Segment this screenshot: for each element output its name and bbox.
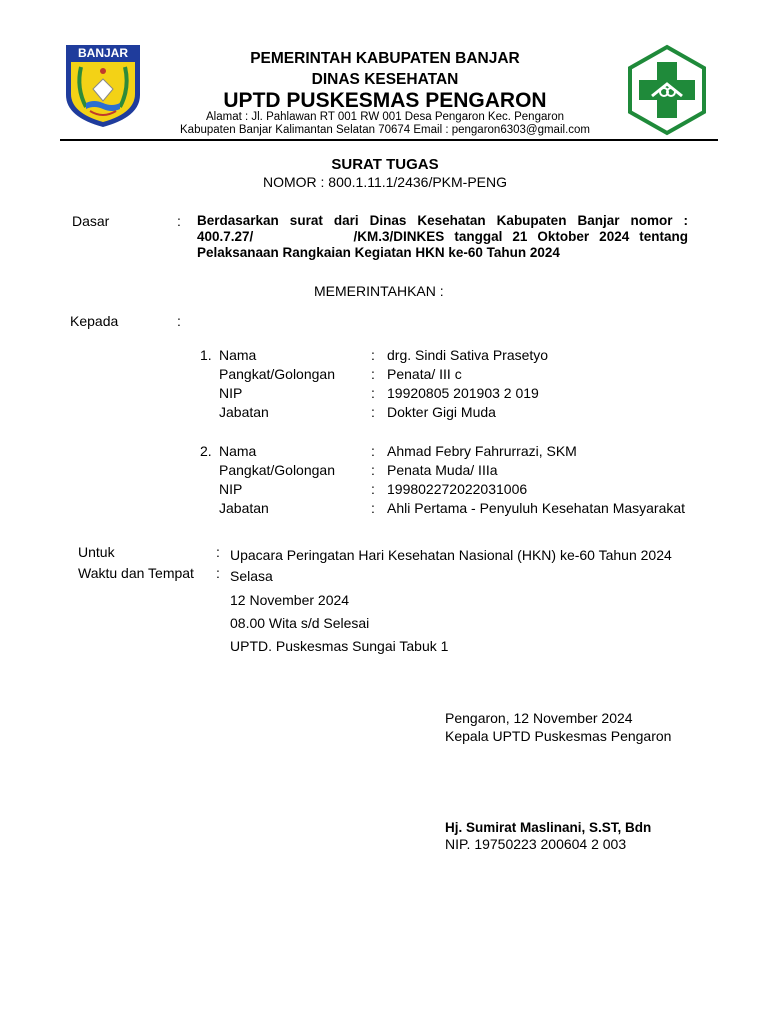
- person-2-number: 2.: [200, 443, 212, 459]
- person-1-nip-colon: :: [371, 385, 375, 401]
- untuk-label: Untuk: [78, 544, 115, 560]
- signatory-nip: NIP. 19750223 200604 2 003: [445, 836, 627, 852]
- person-1-nip-label: NIP: [219, 385, 243, 401]
- person-1-name-value: drg. Sindi Sativa Prasetyo: [387, 347, 549, 363]
- document-number: NOMOR : 800.1.11.1/2436/PKM-PENG: [262, 174, 508, 190]
- waktu-time: 08.00 Wita s/d Selesai: [230, 615, 370, 631]
- person-2-name-value: Ahmad Febry Fahrurrazi, SKM: [387, 443, 577, 459]
- closing-place-date: Pengaron, 12 November 2024: [445, 710, 633, 726]
- waktu-day: Selasa: [230, 568, 273, 584]
- signatory-name: Hj. Sumirat Maslinani, S.ST, Bdn: [445, 820, 652, 835]
- person-2-rank-value: Penata Muda/ IIIa: [387, 462, 498, 478]
- header-address-email: Kabupaten Banjar Kalimantan Selatan 70674 Email : pengaron6303@gmail.com: [180, 124, 590, 136]
- person-1-name-colon: :: [371, 347, 375, 363]
- person-1-number: 1.: [200, 347, 212, 363]
- person-2-nip-value: 199802272022031006: [387, 481, 528, 497]
- header-address: Alamat : Jl. Pahlawan RT 001 RW 001 Desa Pengaron Kec. Pengaron: [206, 111, 564, 123]
- dasar-line-2: 400.7.27/ /KM.3/DINKES tanggal 21 Oktober 2024 tentang: [197, 229, 688, 244]
- dasar-line-1: Berdasarkan surat dari Dinas Kesehatan Kabupaten Banjar nomor :: [197, 213, 688, 228]
- header-government: PEMERINTAH KABUPATEN BANJAR: [250, 50, 520, 67]
- dasar-text: [197, 213, 688, 261]
- person-2-position-label: Jabatan: [219, 500, 269, 516]
- waktu-place: UPTD. Puskesmas Sungai Tabuk 1: [230, 638, 449, 654]
- person-2-position-colon: :: [371, 500, 375, 516]
- dasar-line-3: Pelaksanaan Rangkaian Kegiatan HKN ke-60 Tahun 2024: [197, 245, 560, 260]
- person-2-nip-label: NIP: [219, 481, 243, 497]
- document-title: SURAT TUGAS: [331, 156, 439, 173]
- waktu-label: Waktu dan Tempat: [78, 565, 194, 581]
- person-2-rank-colon: :: [371, 462, 375, 478]
- person-2-rank-label: Pangkat/Golongan: [219, 462, 335, 478]
- waktu-colon: :: [216, 565, 220, 581]
- banjar-crest-logo: [64, 43, 142, 129]
- header-institution: UPTD PUSKESMAS PENGARON: [223, 89, 547, 112]
- person-2-nip-colon: :: [371, 481, 375, 497]
- person-2-name-label: Nama: [219, 443, 257, 459]
- dasar-colon: :: [177, 213, 181, 229]
- person-1-position-value: Dokter Gigi Muda: [387, 404, 496, 420]
- person-1-name-label: Nama: [219, 347, 257, 363]
- header-department: DINAS KESEHATAN: [311, 71, 459, 88]
- kepada-label: Kepada: [70, 313, 119, 329]
- person-1-rank-colon: :: [371, 366, 375, 382]
- person-1-position-colon: :: [371, 404, 375, 420]
- person-1-rank-value: Penata/ III c: [387, 366, 462, 382]
- untuk-value: Upacara Peringatan Hari Kesehatan Nasional (HKN) ke-60 Tahun 2024: [230, 547, 672, 563]
- person-2-position-value: Ahli Pertama - Penyuluh Kesehatan Masyarakat: [387, 500, 686, 516]
- person-1-position-label: Jabatan: [219, 404, 269, 420]
- closing-position: Kepala UPTD Puskesmas Pengaron: [445, 728, 672, 744]
- crest-label: BANJAR: [77, 46, 129, 60]
- kepada-colon: :: [177, 313, 181, 329]
- letterhead-divider: [60, 139, 718, 141]
- person-1-nip-value: 19920805 201903 2 019: [387, 385, 539, 401]
- person-2-name-colon: :: [371, 443, 375, 459]
- waktu-date: 12 November 2024: [230, 592, 350, 608]
- untuk-colon: :: [216, 544, 220, 560]
- memerintahkan-heading: MEMERINTAHKAN :: [314, 283, 444, 299]
- person-1-rank-label: Pangkat/Golongan: [219, 366, 335, 382]
- puskesmas-logo: [626, 44, 708, 136]
- dasar-label: Dasar: [72, 213, 110, 229]
